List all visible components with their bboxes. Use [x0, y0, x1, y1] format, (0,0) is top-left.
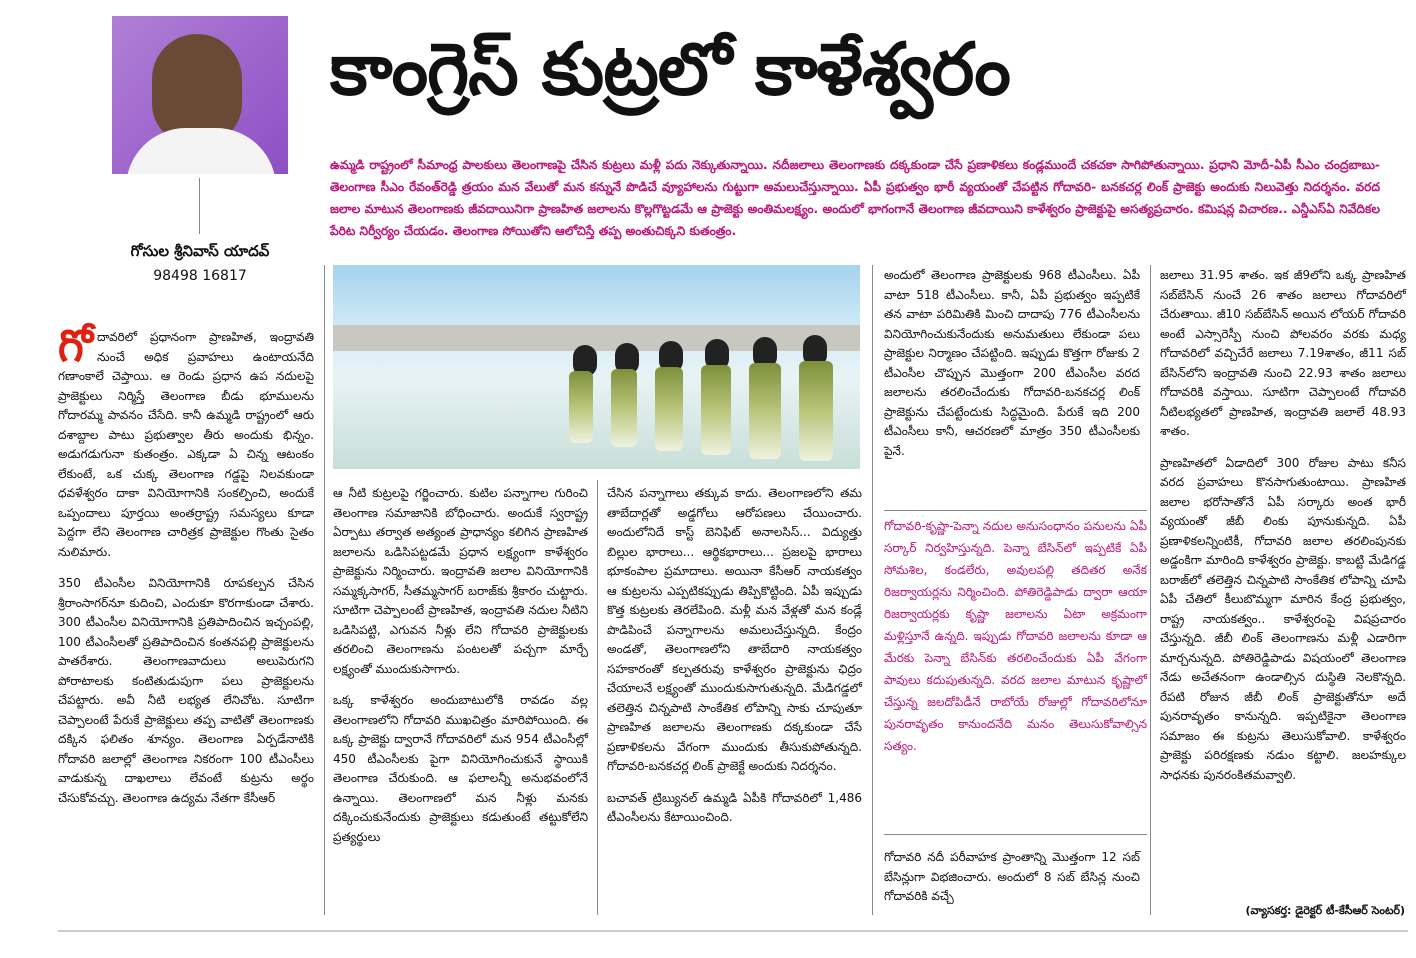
pull-quote: గోదావరి-కృష్ణా-పెన్నా నదుల అనుసంధానం పనులను ఏపీ సర్కార్ నిర్వహిస్తున్నది. పెన్నా బేసిన్‌లో ఇప్పటికే ఏపీ సోమశిల, కండలేరు, అవులపల్లి తదితర అనేక రిజర్వాయర్లను నిర్మించింది. పోతిరెడ్డిపాడు ద్వారా ఆయా రిజర్వాయర్లకు కృష్ణా జలాలను ఏటా అక్రమంగా మళ్లిస్తూనే ఉన్నది. ఇప్పుడు గోదావరి జలాలను కూడా ఆ మేరకు పెన్నా బేసిన్‌కు తరలించేందుకు ఏపీ వేగంగా పావులు కదుపుతున్నది. వరద జలాల మాటున కృష్ణాలో చేస్తున్న జలదోపిడీనే రాబోయే రోజుల్లో గోదావరిలోనూ పునరావృతం కానుందనేది మనం తెలుసుకోవాల్సిన సత్యం. [884, 519, 1147, 753]
dam-spillway-photo [333, 265, 860, 469]
col4-paragraph-2: గోదావరి నదీ పరీవాహక ప్రాంతాన్ని మొత్తంగా 12 సబ్ బేసిన్లుగా విభజించారు. అందులో 8 సబ్ బేసిన్ల నుంచి గోదావరికి వచ్చే [884, 850, 1140, 903]
column-divider [597, 480, 598, 915]
column-2 [333, 484, 588, 859]
author-phone: 98498 16817 [153, 268, 247, 284]
headline: కాంగ్రెస్ కుట్రలో కాళేశ్వరం [330, 26, 1010, 111]
deck: ఉమ్మడి రాష్ట్రంలో సీమాంధ్ర పాలకులు తెలంగాణపై చేసిన కుట్రలు మళ్లీ పదు నెక్కుతున్నాయి. నదీజలాలు తెలంగాణకు దక్కకుండా చేసే ప్రణాళికలు కండ్లముందే చకచకా సాగిపోతున్నాయి. ప్రధాని మోదీ-ఏపీ సీఎం చంద్రబాబు-తెలంగాణ సీఎం రేవంత్‌రెడ్డి త్రయం మన వేలుతో మన కన్నునే పొడిచే వ్యూహాలను గుట్టుగా అమలుచేస్తున్నాయి. ఏపీ ప్రభుత్వం భారీ వ్యయంతో చేపట్టిన గోదావరి- బనకచర్ల లింక్ ప్రాజెక్టు అందుకు నిలువెత్తు నిదర్శనం. వరద జలాల మాటున తెలంగాణకు జీవదాయినిగా ప్రాణహిత జలాలను కొల్లగొట్టడమే ఆ ప్రాజెక్టు అంతిమలక్ష్యం. అందులో భాగంగానే తెలంగాణ జీవదాయిని కాళేశ్వరం ప్రాజెక్టుపై అసత్యప్రచారం. కమిషన్ల విచారణ.. ఎన్డీఎస్ఏ నివేదికల పేరిట నిర్వీర్యం చేయడం. తెలంగాణ సోయితోని ఆలోచిస్తే తప్ప అంతుచిక్కని కుతంత్రం. [330, 158, 1380, 238]
column-divider [1150, 265, 1151, 915]
barrage-deck [333, 325, 860, 351]
col1-paragraph-2: 350 టీఎంసీల వినియోగానికి రూపకల్పన చేసిన శ్రీరాంసాగర్‌నూ కుదించి, ఎందుకూ కొరగాకుండా చేశారు. 300 టీఎంసీల వినియోగానికి ప్రతిపాదించిన ఇచ్చంపల్లి, 100 టీఎంసీలతో ప్రతిపాదించిన కంతనపల్లి ప్రాజెక్టులను పాతరేశారు. తెలంగాణవాదులు అలుపెరుగని పోరాటాలకు కంటితుడుపుగా పలు ప్రాజెక్టులను చేపట్టారు. అవీ నీటి లభ్యత లేనిచోట. సూటిగా చెప్పాలంటే పేరుకే ప్రాజెక్టులు తప్ప వాటితో తెలంగాణకు దక్కిన ఫలితం శూన్యం. తెలంగాణ ఏర్పడేనాటికి గోదావరి జలాల్లో తెలంగాణ నికరంగా 100 టీఎంసీలు వాడుకున్న దాఖలాలు లేవంటే కుట్రను అర్థం చేసుకోవచ్చు. తెలంగాణ ఉద్యమ నేతగా కేసీఆర్ [58, 576, 314, 805]
col3-paragraph-2: బచావత్ ట్రిబ్యునల్ ఉమ్మడి ఏపీకి గోదావరిలో 1,486 టీఎంసీలను కేటాయించింది. [607, 790, 862, 824]
pull-quote-bottom-rule [884, 834, 1147, 835]
photo-connector-line [199, 178, 200, 234]
col2-paragraph-2: ఒక్క కాళేశ్వరం అందుబాటులోకి రావడం వల్ల తెలంగాణలోని గోదావరి ముఖచిత్రం మారిపోయింది. ఈ ఒక్క ప్రాజెక్టు ద్వారానే గోదావరిలో మన 954 టీఎంసీల్లో 450 టీఎంసీలకు పైగా వినియోగించుకునే స్థాయికి తెలంగాణ చేరుకుంది. ఆ ఫలాలన్నీ అనుభవంలోనే ఉన్నాయి. తెలంగాణలో మన నీళ్లు మనకు దక్కించుకునేందుకు ప్రాజెక్టులు కడుతుంటే తట్టుకోలేని ప్రత్యర్థులు [333, 693, 588, 844]
column-4 [884, 266, 1140, 473]
column-1 [58, 321, 314, 820]
col5-paragraph-1: జలాలు 31.95 శాతం. ఇక జీ9లోని ఒక్క ప్రాణహిత సబ్‌బేసిన్ నుంచే 26 శాతం జలాలు గోదావరిలో చేరుతాయి. జీ10 సబ్‌బేసిన్ అయిన లోయర్ గోదావరి అంటే ఎస్సారెస్పీ నుంచి పోలవరం వరకు మధ్య గోదావరిలో వచ్చిచేరే జలాలు 7.19శాతం, జీ11 సబ్ బేసిన్‌లోని ఇంద్రావతి నుంచి 22.93 శాతం జలాలు గోదావరికి వస్తాయి. సూటిగా చెప్పాలంటే గోదావరి నీటిలభ్యతలో ప్రాణహిత, ఇంద్రావతి జలాలే 48.93 శాతం. [1160, 268, 1406, 438]
author-credit: (వ్యాసకర్త: డైరెక్టర్ టీ-కేసీఆర్ సెంటర్) [1245, 904, 1405, 917]
author-shirt [126, 128, 276, 174]
col5-paragraph-2: ప్రాణహితలో ఏడాదిలో 300 రోజుల పాటు కనీస వరద ప్రవాహలు కొనసాగుతుంటాయి. ప్రాణహిత జలాల భరోసాతోనే ఏపీ సర్కారు అంత భారీ వ్యయంతో జీబీ లింకు పూనుకున్నది. ఏపీ ప్రణాళికలన్నింటికీ, గోదావరి జలాల తరలింపునకు అడ్డంకిగా మారింది కాళేశ్వరం ప్రాజెక్టు. కాబట్టి మేడిగడ్డ బరాజ్‌లో తలెత్తిన చిన్నపాటి సాంకేతిక లోపాన్ని చూపి ఏపీ చేతిలో కీలుబొమ్మగా మారిన కేంద్ర ప్రభుత్వం, రాష్ట్ర నాయకత్వం.. కాళేశ్వరంపై విషప్రచారం చేస్తున్నది. జీబీ లింక్ తెలంగాణను మళ్లీ ఎడారిగా మార్చనున్నది. పోతిరెడ్డిపాడు విషయంలో తెలంగాణ నేడు అచేతనంగా ఉండాల్సిన దుస్థితి నెలకొన్నది. రేపటి రోజున జీబీ లింక్ ప్రాజెక్టుతోనూ అదే పునరావృతం కానున్నది. ఇప్పటికైనా తెలంగాణ సమాజం ఈ కుట్రను తెలుసుకోవాలి. కాళేశ్వరం ప్రాజెక్టు పరిరక్షణకు నడుం కట్టాలి. జలహక్కుల సాధనకు పునరంకితమవ్వాలి. [1160, 455, 1406, 782]
col1-paragraph-1: దావరిలో ప్రధానంగా ప్రాణహిత, ఇంద్రావతి నుంచే అధిక ప్రవాహలు ఉంటాయనేది గణాంకాలే చెప్తాయి. ఆ రెండు ప్రధాన ఉప నదులపై ప్రాజెక్టులు నిర్మిస్తే తెలంగాణ బీడు భూములను గోదారమ్మ పావనం చేసేది. కానీ ఉమ్మడి రాష్ట్రంలో ఆరు దశాబ్దాల పాటు ప్రభుత్వాల తీరు అందుకు భిన్నం. అడుగడుగునా కుతంత్రం. ఎక్కడా ఏ చిన్న ఆటంకం లేకుంటే, ఒక చుక్క తెలంగాణ గడ్డపై నిలవకుండా ధవళేశ్వరం దాకా వినియోగానికి సంకల్పించి, అందుకే ఒప్పందాలు పూర్తయి అంతర్రాష్ట్ర సమస్యలు కూడా పెద్దగా లేని తెలంగాణ చారిత్రక ప్రాజెక్టుల గొంతు సైతం నులిమారు. [58, 330, 314, 559]
author-photo [112, 16, 288, 174]
col4-paragraph-1: అందులో తెలంగాణ ప్రాజెక్టులకు 968 టీఎంసీలు. ఏపీ వాటా 518 టీఎంసీలు. కానీ, ఏపీ ప్రభుత్వం ఇప్పటికే తన వాటా పరిమితికి మించి దాదాపు 776 టీఎంసీలను వినియోగించుకునేందుకు అనుమతులు లేకుండా పలు ప్రాజెక్టుల నిర్మాణం చేపట్టింది. ఇప్పుడు కొత్తగా రోజుకు 2 టీఎంసీల చొప్పున మొత్తంగా 200 టీఎంసీల వరద జలాలను తరలించేందుకు గోదావరి-బనకచర్ల లింక్ ప్రాజెక్టును చేపట్టేందుకు సిద్ధమైంది. పేరుకే ఇది 200 టీఎంసీలు కానీ, ఆచరణలో మాత్రం 350 టీఎంసీలకు పైనే. [884, 268, 1140, 458]
col3-paragraph-1: చేసిన పన్నాగాలు తక్కువ కాదు. తెలంగాణలోని తమ తాబేదార్లతో అడ్డగోలు ఆరోపణలు చేయించారు. అందులోనిదే కాస్ట్ బెనిఫిట్ అనాలసిస్... విద్యుత్తు బిల్లుల భారాలు... ఆర్థికభారాలు... ప్రజలపై భారాలు భూకంపాల ప్రమాదాలు. అయినా కేసీఆర్ నాయకత్వం ఆ కుట్రలను ఎప్పటికప్పుడు తిప్పికొట్టింది. ఏపీ ఇప్పుడు కొత్త కుట్రలకు తెరలేపింది. మళ్లీ మన వేళ్లతో మన కండ్లే పొడిపించే పన్నాగాలను అమలుచేస్తున్నది. కేంద్రం అండతో, తెలంగాణలోని తాబేదారి నాయకత్వం సహకారంతో కల్పతరువు కాళేశ్వరం ప్రాజెక్టును ఛిద్రం చేయాలనే లక్ష్యంతో ముందుకుసాగుతున్నది. మేడిగడ్డలో తలెత్తిన చిన్నపాటి సాంకేతిక లోపాన్ని సాకు చూపుతూ ప్రాణహిత జలాలను తెలంగాణకు దక్కకుండా చేసే ప్రణాళికలను వేగంగా ముందుకు తీసుకుపోతున్నది. గోదావరి-బనకచర్ల లింక్ ప్రాజెక్టే అందుకు నిదర్శనం. [607, 486, 862, 773]
dropcap: గో [58, 321, 94, 372]
author-name: గోసుల శ్రీనివాస్ యాదవ్ [130, 242, 270, 260]
column-divider [872, 265, 873, 915]
column-3 [607, 484, 862, 840]
column-divider [324, 265, 325, 915]
col2-paragraph-1: ఆ నీటి కుట్రలపై గర్జించారు. కుటిల పన్నాగాల గురించి తెలంగాణ సమాజానికి బోధించారు. అందుకే స్వరాష్ట్ర ఏర్పాటు తర్వాత అత్యంత ప్రాధాన్యం కలిగిన ప్రాణహిత జలాలను ఒడిసిపట్టడమే ప్రధాన లక్ష్యంగా కాళేశ్వరం ప్రాజెక్టును నిర్మించారు. ఇంద్రావతి జలాల వినియోగానికి సమ్మక్కసాగర్, సీతమ్మసాగర్ బరాజ్‌కు శ్రీకారం చుట్టారు. సూటిగా చెప్పాలంటే ప్రాణహిత, ఇంద్రావతి నదుల నీటిని ఒడిసిపట్టి, ఎగువన నీళ్లు లేని గోదావరి ప్రాజెక్టులకు తరలించి తెలంగాణను పంటలతో పచ్చగా మార్చే లక్ష్యంతో ముందుకుసాగారు. [333, 486, 588, 676]
pull-quote-top-rule [884, 510, 1147, 511]
page-bottom-rule [58, 930, 1408, 932]
column-5 [1160, 266, 1406, 797]
